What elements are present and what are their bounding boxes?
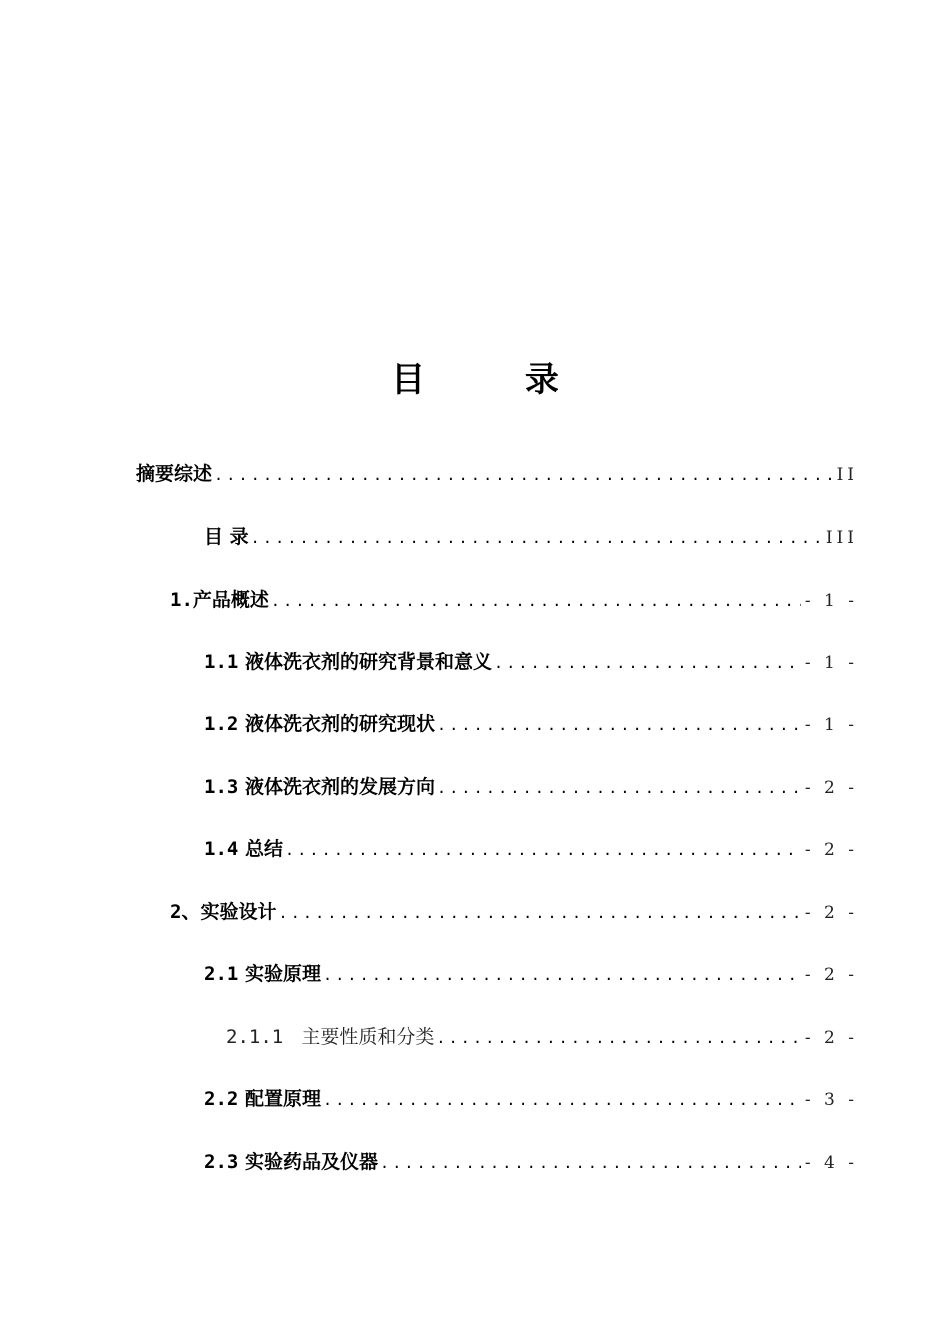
toc-entry-text: 液体洗衣剂的研究现状 xyxy=(244,713,435,735)
toc-entry-text: 摘要综述 xyxy=(136,463,213,485)
toc-entry-text: 配置原理 xyxy=(244,1088,321,1110)
toc-page-number: - 2 - xyxy=(804,778,858,798)
toc-entry-number: 2.1 xyxy=(204,963,239,985)
toc-entry-label xyxy=(170,585,269,615)
toc-entry-number: 1.2 xyxy=(204,713,239,735)
toc-entry-2-3[interactable] xyxy=(204,1147,858,1177)
toc-entry-label xyxy=(204,772,435,802)
toc-entry-text: 主要性质和分类 xyxy=(301,1026,435,1048)
toc-entry-label xyxy=(204,709,435,739)
toc-entry-1-4[interactable] xyxy=(204,834,858,864)
toc-entry-text: 液体洗衣剂的研究背景和意义 xyxy=(244,651,492,673)
toc-entry-number: 1. xyxy=(170,589,193,611)
toc-entry-2-1[interactable] xyxy=(204,959,858,989)
toc-entry-number: 2.1.1 xyxy=(226,1026,284,1048)
toc-entry-label xyxy=(204,959,321,989)
toc-dot-leader xyxy=(323,960,801,990)
toc-dot-leader xyxy=(494,648,801,678)
toc-dot-leader xyxy=(380,1148,801,1178)
toc-entry-contents[interactable] xyxy=(204,522,858,552)
toc-entry-text: 实验原理 xyxy=(244,963,321,985)
toc-entry-label xyxy=(170,897,276,927)
toc-title: 目 录 xyxy=(391,360,603,400)
toc-page-number: - 2 - xyxy=(804,903,858,923)
toc-entry-text: 实验设计 xyxy=(200,901,277,923)
toc-entry-label xyxy=(204,1084,321,1114)
toc-entry-label xyxy=(204,522,249,552)
toc-dot-leader xyxy=(436,1023,801,1053)
toc-entry-number: 2.3 xyxy=(204,1151,239,1173)
toc-entry-label xyxy=(136,459,212,489)
toc-page-number: - 2 - xyxy=(804,1028,858,1048)
toc-page-number: - 3 - xyxy=(804,1090,858,1110)
toc-page-number: - 2 - xyxy=(804,840,858,860)
toc-entry-text: 总结 xyxy=(244,838,283,860)
toc-dot-leader xyxy=(278,898,800,928)
toc-dot-leader xyxy=(251,523,822,553)
toc-page-number: - 1 - xyxy=(804,591,858,611)
toc-entry-1-1[interactable] xyxy=(204,647,858,677)
toc-entry-2-2[interactable] xyxy=(204,1084,858,1114)
toc-entry-text: 液体洗衣剂的发展方向 xyxy=(244,776,435,798)
toc-dot-leader xyxy=(271,586,801,616)
toc-dot-leader xyxy=(285,835,801,865)
toc-page-number: III xyxy=(825,528,858,548)
toc-page-number: II xyxy=(836,465,858,485)
toc-dot-leader xyxy=(437,773,801,803)
toc-entry-number: 2.2 xyxy=(204,1088,239,1110)
toc-page-number: - 1 - xyxy=(804,715,858,735)
toc-entry-1[interactable] xyxy=(170,585,858,615)
toc-entry-text: 实验药品及仪器 xyxy=(244,1151,378,1173)
toc-entry-1-3[interactable] xyxy=(204,772,858,802)
toc-entry-label xyxy=(204,834,283,864)
toc-entry-2[interactable] xyxy=(170,897,858,927)
toc-entry-number: 1.4 xyxy=(204,838,239,860)
toc-entry-1-2[interactable] xyxy=(204,709,858,739)
toc-entry-text: 目 录 xyxy=(204,526,249,548)
toc-entry-2-1-1[interactable] xyxy=(226,1022,858,1052)
toc-entry-abstract[interactable] xyxy=(136,459,858,489)
toc-page-number: - 4 - xyxy=(804,1153,858,1173)
toc-dot-leader xyxy=(214,460,833,490)
toc-entry-number: 1.3 xyxy=(204,776,239,798)
toc-entry-text: 产品概述 xyxy=(192,589,269,611)
toc-entry-label xyxy=(226,1022,434,1052)
toc-entry-label xyxy=(204,1147,378,1177)
toc-page-number: - 1 - xyxy=(804,653,858,673)
toc-dot-leader xyxy=(437,710,801,740)
toc-entry-number: 1.1 xyxy=(204,651,239,673)
toc-entry-label xyxy=(204,647,492,677)
toc-entry-number: 2、 xyxy=(170,901,201,923)
toc-page-number: - 2 - xyxy=(804,965,858,985)
toc-dot-leader xyxy=(323,1085,801,1115)
